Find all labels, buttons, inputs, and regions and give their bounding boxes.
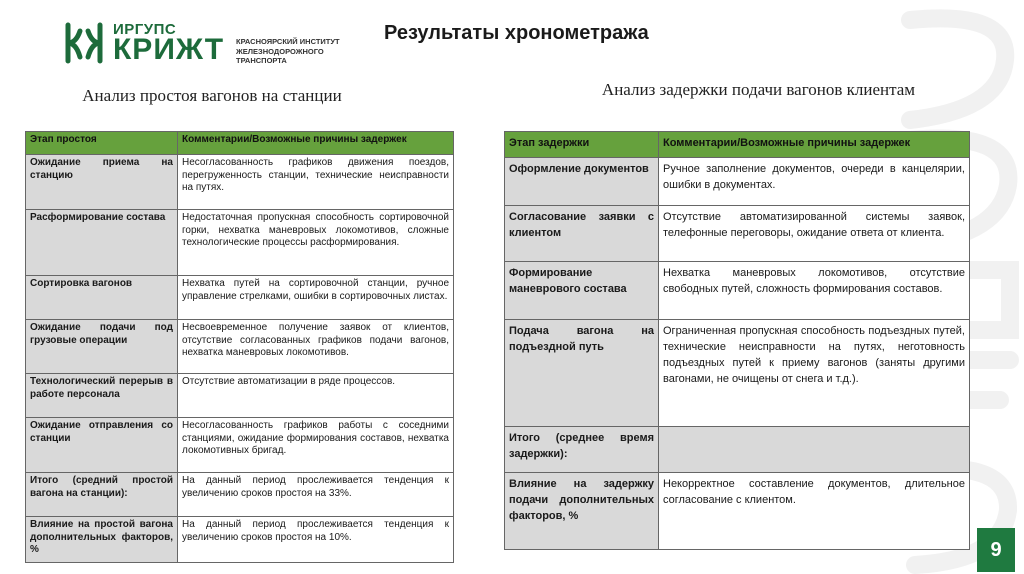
stage-cell: Ожидание подачи под грузовые операции xyxy=(26,320,178,374)
column-header-stage: Этап простоя xyxy=(26,132,178,155)
stage-cell: Формирование маневрового состава xyxy=(505,262,659,320)
page-number-badge: 9 xyxy=(977,528,1015,572)
column-header-comments: Комментарии/Возможные причины задержек xyxy=(178,132,454,155)
comment-cell: Несвоевременное получение заявок от клиентов, отсутствие согласованных графиков подачи вагонов, нехватка маневровых локомотивов. xyxy=(178,320,454,374)
stage-cell: Влияние на задержку подачи дополнительных факторов, % xyxy=(505,473,659,550)
table-row xyxy=(505,206,970,262)
stage-cell: Согласование заявки с клиентом xyxy=(505,206,659,262)
stage-cell: Ожидание приема на станцию xyxy=(26,155,178,210)
table-row xyxy=(26,155,454,210)
table-row xyxy=(505,473,970,550)
stage-cell: Сортировка вагонов xyxy=(26,276,178,320)
stage-cell: Подача вагона на подъездной путь xyxy=(505,320,659,427)
table-row xyxy=(505,427,970,473)
table-row xyxy=(505,320,970,427)
table-row xyxy=(26,473,454,517)
column-header-comments: Комментарии/Возможные причины задержек xyxy=(659,132,970,158)
logo-subtitle: КРАСНОЯРСКИЙ ИНСТИТУТ ЖЕЛЕЗНОДОРОЖНОГО ТРАНСПОРТА xyxy=(236,37,340,65)
table-row xyxy=(26,517,454,563)
comment-cell: Некорректное составление документов, длительное согласование с клиентом. xyxy=(659,473,970,550)
comment-cell: Отсутствие автоматизации в ряде процессов. xyxy=(178,374,454,418)
logo-main-text: КРИЖТ xyxy=(113,33,225,66)
table-row xyxy=(26,210,454,276)
comment-cell: Несогласованность графиков движения поездов, перегруженность станции, технические неисправности на путях. xyxy=(178,155,454,210)
logo-top-text: ИРГУПС xyxy=(113,21,177,38)
stage-cell: Расформирование состава xyxy=(26,210,178,276)
stage-cell: Итого (средний простой вагона на станции): xyxy=(26,473,178,517)
right-table-title: Анализ задержки подачи вагонов клиентам xyxy=(601,80,916,99)
table-header-row xyxy=(505,132,970,158)
stage-cell: Влияние на простой вагона дополнительных факторов, % xyxy=(26,517,178,563)
stage-cell: Ожидание отправления со станции xyxy=(26,418,178,473)
table-row xyxy=(505,158,970,206)
table-row xyxy=(26,276,454,320)
stage-cell: Технологический перерыв в работе персонала xyxy=(26,374,178,418)
comment-cell: Отсутствие автоматизированной системы заявок, телефонные переговоры, ожидание ответа от клиента. xyxy=(659,206,970,262)
table-row xyxy=(26,418,454,473)
comment-cell: Ручное заполнение документов, очереди в канцелярии, ошибки в документах. xyxy=(659,158,970,206)
comment-cell: Ограниченная пропускная способность подъездных путей, технические неисправности на путях, неготовность подъездных путей к приему вагонов (заняты другими вагонами, не очищены от снега и т.д.). xyxy=(659,320,970,427)
krizht-logo-icon xyxy=(62,21,106,65)
comment-cell: Нехватка маневровых локомотивов, отсутствие свободных путей, сложность формирования составов. xyxy=(659,262,970,320)
comment-cell: Несогласованность графиков работы с соседними станциями, ожидание формирования составов, нехватка локомотивных бригад. xyxy=(178,418,454,473)
comment-cell xyxy=(659,427,970,473)
column-header-stage: Этап задержки xyxy=(505,132,659,158)
comment-cell: Недостаточная пропускная способность сортировочной горки, нехватка маневровых локомотивов, сложные технологические процессы расформирования. xyxy=(178,210,454,276)
left-table-title: Анализ простоя вагонов на станции xyxy=(82,86,342,105)
table-header-row xyxy=(26,132,454,155)
table-row xyxy=(505,262,970,320)
comment-cell: Нехватка путей на сортировочной станции, ручное управление стрелками, ошибки в сортировочных листах. xyxy=(178,276,454,320)
wagon-delivery-delay-table xyxy=(504,131,970,550)
comment-cell: На данный период прослеживается тенденция к увеличению сроков простоя на 33%. xyxy=(178,473,454,517)
wagon-idle-table xyxy=(25,131,454,563)
stage-cell: Итого (среднее время задержки): xyxy=(505,427,659,473)
stage-cell: Оформление документов xyxy=(505,158,659,206)
table-row xyxy=(26,320,454,374)
table-row xyxy=(26,374,454,418)
page-title: Результаты хронометража xyxy=(384,22,649,44)
comment-cell: На данный период прослеживается тенденция к увеличению сроков простоя на 10%. xyxy=(178,517,454,563)
